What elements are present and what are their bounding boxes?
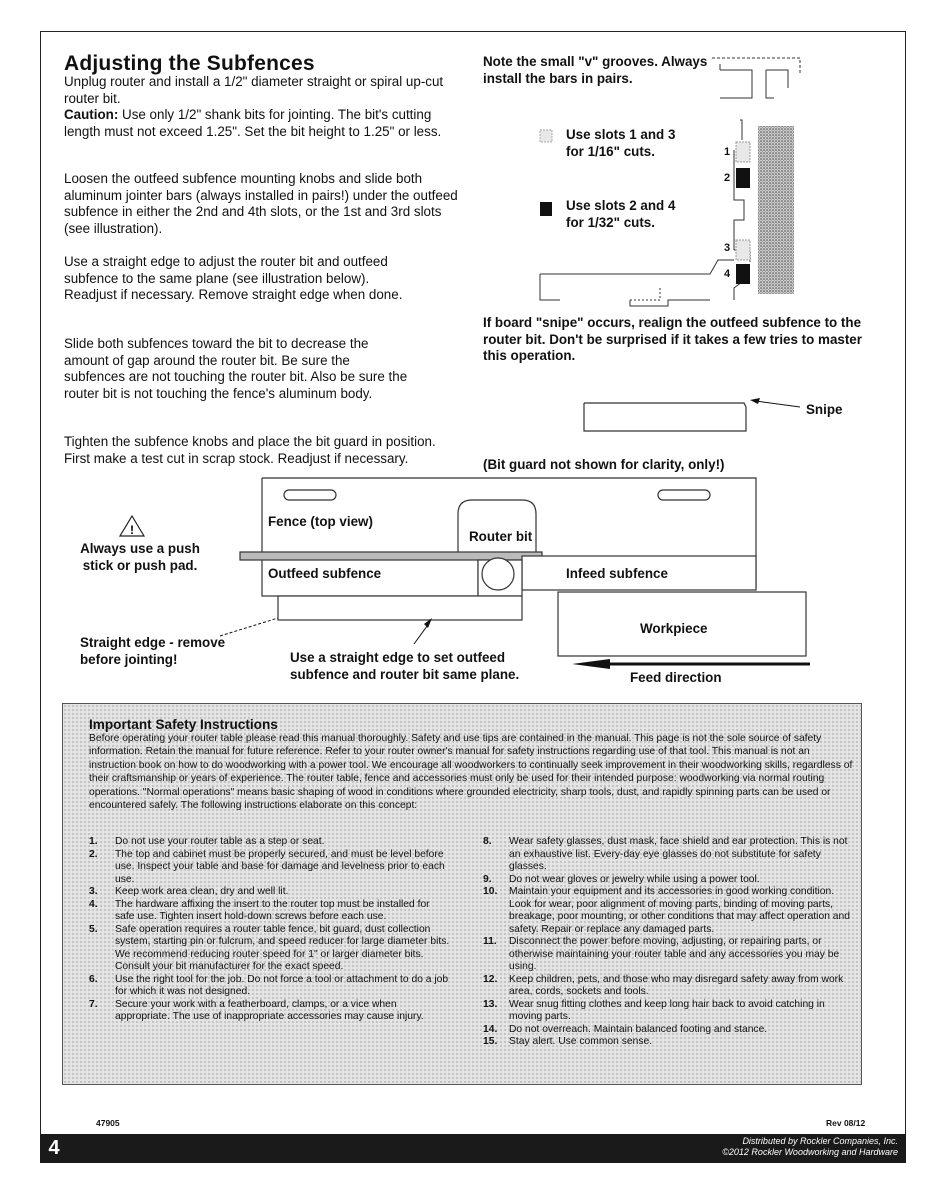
safety-item-number: 14. — [483, 1023, 498, 1035]
safety-list-right — [483, 836, 855, 1049]
safety-item-text: Secure your work with a featherboard, clamps, or a vice when appropriate. The use of inappropriate accessories may cause injury. — [115, 998, 424, 1022]
page-number: 4 — [48, 1137, 60, 1159]
safety-item-text: Keep work area clean, dry and well lit. — [115, 886, 289, 897]
slot-diagram — [520, 50, 810, 310]
snipe-instructions: If board "snipe" occurs, realign the outfeed subfence to the router bit. Don't be surprised if it takes a few tries to master this operation. — [483, 315, 862, 364]
safety-item — [483, 1036, 855, 1049]
svg-text:!: ! — [130, 523, 134, 537]
safety-item — [89, 886, 451, 899]
safety-item — [89, 836, 451, 849]
safety-item — [89, 999, 451, 1024]
legend-dark-text: Use slots 2 and 4 for 1/32" cuts. — [566, 198, 676, 230]
part-number: 47905 — [96, 1118, 120, 1128]
safety-item-number: 5. — [89, 923, 98, 935]
router-bit-label: Router bit — [469, 529, 533, 544]
safety-item-number: 9. — [483, 873, 492, 885]
paragraph-slide: Slide both subfences toward the bit to decrease the amount of gap around the router bit. Be sure the subfences are not touching the router bit. Also be sure the router bit is not touching the fence's aluminum body. — [64, 336, 408, 401]
safety-box — [62, 703, 862, 1085]
safety-list-left — [89, 836, 451, 1024]
safety-item-number: 15. — [483, 1036, 498, 1047]
copyright: ©2012 Rockler Woodworking and Hardware — [722, 1147, 898, 1157]
safety-item-text: Do not overreach. Maintain balanced footing and stance. — [509, 1023, 768, 1035]
slot-1 — [736, 142, 750, 162]
distributor-note — [722, 1136, 898, 1158]
safety-item-number: 4. — [89, 898, 98, 910]
legend-swatch-light — [540, 130, 552, 142]
feed-direction-label: Feed direction — [630, 670, 722, 685]
safety-item-number: 13. — [483, 998, 498, 1010]
slot-2 — [736, 168, 750, 188]
workpiece-label: Workpiece — [640, 621, 708, 636]
plane-note: Use a straight edge to set outfeed subfence and router bit same plane. — [290, 650, 520, 682]
bit-guard-note: (Bit guard not shown for clarity, only!) — [483, 457, 725, 472]
safety-item — [483, 836, 855, 874]
safety-item-number: 1. — [89, 836, 98, 847]
paragraph-loosen: Loosen the outfeed subfence mounting knobs and slide both aluminum jointer bars (always installed in pairs!) under the outfeed subfence in either the 2nd and 4th slots, or the 1st and 3rd slots (see illustration). — [64, 171, 458, 236]
infeed-subfence-label: Infeed subfence — [566, 566, 668, 581]
distributor: Distributed by Rockler Companies, Inc. — [742, 1136, 898, 1146]
page-title: Adjusting the Subfences — [64, 52, 315, 75]
safety-item-number: 11. — [483, 936, 497, 947]
safety-item-text: Maintain your equipment and its accessories in good working condition. Look for wear, poor alignment of moving parts, binding of moving parts, breakage, poor mounting, or other conditions that may affect operation and safety. Repair or replace any damaged parts. — [509, 886, 850, 935]
workpiece-texture — [758, 126, 794, 294]
safety-item — [89, 899, 451, 924]
fence-label: Fence (top view) — [268, 514, 373, 529]
safety-item — [483, 886, 855, 936]
safety-item-number: 6. — [89, 973, 98, 985]
slot-3 — [736, 240, 750, 260]
safety-item — [89, 924, 451, 974]
caution-label: Caution: — [64, 107, 119, 123]
outfeed-subfence-label: Outfeed subfence — [268, 566, 382, 581]
safety-item — [483, 936, 855, 974]
slot-number-4: 4 — [724, 268, 731, 280]
safety-item-text: Do not wear gloves or jewelry while using a power tool. — [509, 873, 760, 885]
snipe-label: Snipe — [806, 402, 843, 417]
slot-4 — [736, 264, 750, 284]
safety-item — [89, 974, 451, 999]
caution-text: Use only 1/2" shank bits for jointing. The bit's cutting length must not exceed 1.25". Set the bit height to 1.25" or less. — [64, 107, 442, 139]
slot-number-3: 3 — [724, 242, 731, 254]
safety-intro: Before operating your router table please read this manual thoroughly. Safety and use tips are contained in the manual. This page is not the sole source of safety information. Retain the manual for future reference. Refer to your router owner's manual for safety instructions regarding use of that tool. This manual is not an instruction book on how to do woodworking with a power tool. We encourage all woodworkers to continually seek improvement in their woodworking skills, regardless of their craftsmanship or years of experience. The router table, fence and accessories must only be used for their intended purpose: woodworking via normal routing operations. "Normal operations" means basic shaping of wood in conditions where grounded electricity, sharp tools, dust, and rapidly spinning parts can be used or encountered safely. The following instructions elaborate on this concept: — [89, 733, 853, 812]
safety-item-text: Wear safety glasses, dust mask, face shield and ear protection. This is not an exhaustive list. Every-day eye glasses do not substitute for safety glasses. — [509, 836, 848, 872]
safety-item-number: 3. — [89, 886, 98, 897]
safety-item-number: 10. — [483, 886, 498, 897]
safety-item-text: Keep children, pets, and those who may disregard safety away from work area, cords, sockets and tools. — [509, 973, 844, 997]
safety-item-number: 12. — [483, 973, 498, 985]
safety-item-text: Wear snug fitting clothes and keep long hair back to avoid catching in moving parts. — [509, 998, 825, 1022]
legend-swatch-dark — [540, 202, 552, 216]
legend-light-text: Use slots 1 and 3 for 1/16" cuts. — [566, 127, 676, 159]
safety-item — [483, 999, 855, 1024]
safety-item — [483, 974, 855, 999]
safety-item-text: Do not use your router table as a step or seat. — [115, 836, 325, 847]
safety-item-number: 7. — [89, 998, 98, 1010]
paragraph-straight-edge: Use a straight edge to adjust the router bit and outfeed subfence to the same plane (see illustration below). Readjust if necessary. Remove straight edge when done. — [64, 254, 403, 303]
straight-edge-label: Straight edge - remove before jointing! — [80, 635, 226, 667]
safety-item-number: 2. — [89, 848, 98, 860]
revision: Rev 08/12 — [826, 1118, 866, 1128]
slot-number-2: 2 — [724, 172, 731, 184]
safety-item-text: Disconnect the power before moving, adjusting, or repairing parts, or otherwise maintaining your router table and any accessories you may be using. — [509, 936, 840, 972]
safety-title: Important Safety Instructions — [89, 717, 278, 732]
safety-item — [483, 874, 855, 887]
safety-item — [483, 1024, 855, 1037]
paragraph-tighten: Tighten the subfence knobs and place the bit guard in position. First make a test cut in scrap stock. Readjust if necessary. — [64, 434, 436, 466]
safety-item-number: 8. — [483, 836, 492, 847]
slot-number-1: 1 — [724, 146, 731, 158]
slot-note: Note the small "v" grooves. Always install the bars in pairs. — [483, 54, 708, 86]
safety-item-text: The top and cabinet must be properly secured, and must be level before use. Inspect your table and base for damage and levelness prior to each use. — [115, 848, 445, 885]
safety-item-text: Stay alert. Use common sense. — [509, 1036, 653, 1047]
safety-item-text: Use the right tool for the job. Do not force a tool or attachment to do a job for which it was not designed. — [115, 973, 449, 997]
intro-line: Unplug router and install a 1/2" diameter straight or spiral up-cut router bit. — [64, 74, 444, 106]
safety-item-text: Safe operation requires a router table fence, bit guard, dust collection system, starting pin or fulcrum, and speed reducer for large diameter bits. We recommend reducing router speed for 1" or larger diameter bits. Consult your bit manufacturer for the exact speed. — [115, 923, 450, 972]
safety-item-text: The hardware affixing the insert to the router top must be installed for safe use. Tighten insert hold-down screws before each use. — [115, 898, 430, 922]
push-stick-warning: Always use a push stick or push pad. — [80, 541, 200, 573]
intro-paragraph — [64, 74, 464, 140]
safety-item — [89, 849, 451, 887]
snipe-diagram — [580, 395, 820, 437]
